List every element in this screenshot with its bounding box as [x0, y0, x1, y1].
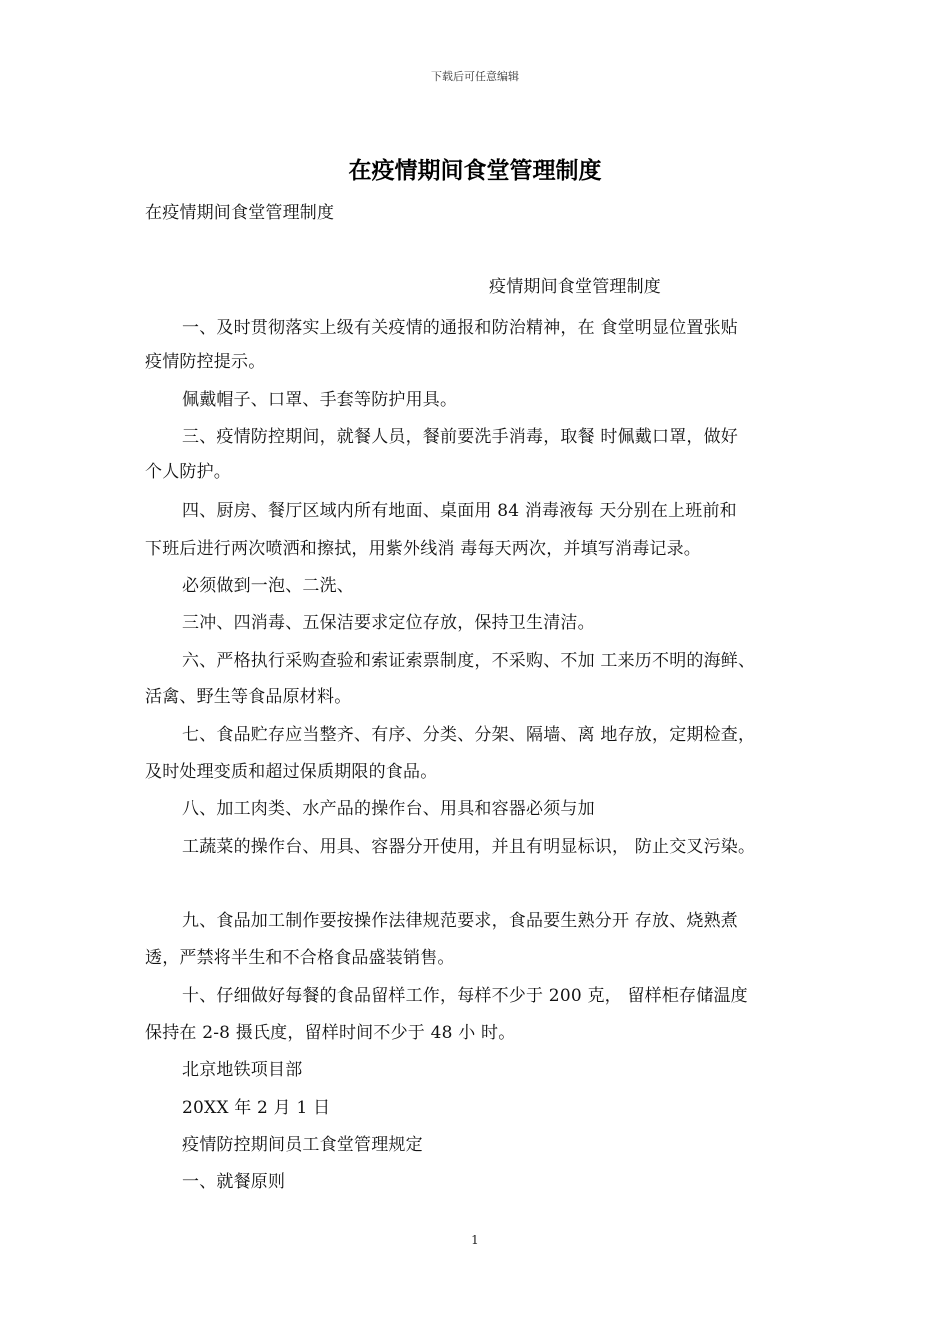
paragraph-line: 及时处理变质和超过保质期限的食品。	[145, 762, 438, 782]
paragraph-line: 三冲、四消毒、五保洁要求定位存放，保持卫生清洁。	[182, 613, 595, 633]
document-title: 在疫情期间食堂管理制度	[348, 158, 602, 184]
signature-date: 20XX 年 2 月 1 日	[182, 1098, 331, 1118]
paragraph-line: 活禽、野生等食品原材料。	[145, 687, 352, 707]
next-section-title: 疫情防控期间员工食堂管理规定	[182, 1135, 423, 1155]
paragraph-line: 三、疫情防控期间，就餐人员，餐前要洗手消毒，取餐 时佩戴口罩，做好	[182, 427, 739, 447]
paragraph-line: 六、严格执行采购查验和索证索票制度，不采购、不加 工来历不明的海鲜、	[182, 651, 756, 671]
paragraph-line: 透，严禁将半生和不合格食品盛装销售。	[145, 948, 455, 968]
paragraph-line: 七、食品贮存应当整齐、有序、分类、分架、隔墙、离 地存放，定期检查，	[182, 725, 756, 745]
page-header-note: 下载后可任意编辑	[431, 70, 519, 83]
paragraph-line: 佩戴帽子、口罩、手套等防护用具。	[182, 390, 458, 410]
subtitle-line: 在疫情期间食堂管理制度	[145, 203, 335, 223]
section-heading: 疫情期间食堂管理制度	[489, 277, 661, 297]
signature-org: 北京地铁项目部	[182, 1060, 303, 1080]
paragraph-line: 疫情防控提示。	[145, 352, 266, 372]
paragraph-line: 保持在 2-8 摄氏度，留样时间不少于 48 小 时。	[145, 1023, 516, 1043]
paragraph-line: 必须做到一泡、二洗、	[182, 576, 354, 596]
paragraph-line: 一、及时贯彻落实上级有关疫情的通报和防治精神，在 食堂明显位置张贴	[182, 318, 739, 338]
paragraph-line: 下班后进行两次喷洒和擦拭，用紫外线消 毒每天两次，并填写消毒记录。	[145, 539, 702, 559]
paragraph-line: 十、仔细做好每餐的食品留样工作，每样不少于 200 克， 留样柜存储温度	[182, 986, 748, 1006]
paragraph-line: 四、厨房、餐厅区域内所有地面、桌面用 84 消毒液每 天分别在上班前和	[182, 501, 737, 521]
page-number: 1	[471, 1233, 479, 1247]
next-section-item: 一、就餐原则	[182, 1172, 286, 1192]
paragraph-line: 工蔬菜的操作台、用具、容器分开使用，并且有明显标识， 防止交叉污染。	[182, 837, 756, 857]
paragraph-line: 八、加工肉类、水产品的操作台、用具和容器必须与加	[182, 799, 595, 819]
paragraph-line: 个人防护。	[145, 462, 231, 482]
paragraph-line: 九、食品加工制作要按操作法律规范要求，食品要生熟分开 存放、烧熟煮	[182, 911, 739, 931]
